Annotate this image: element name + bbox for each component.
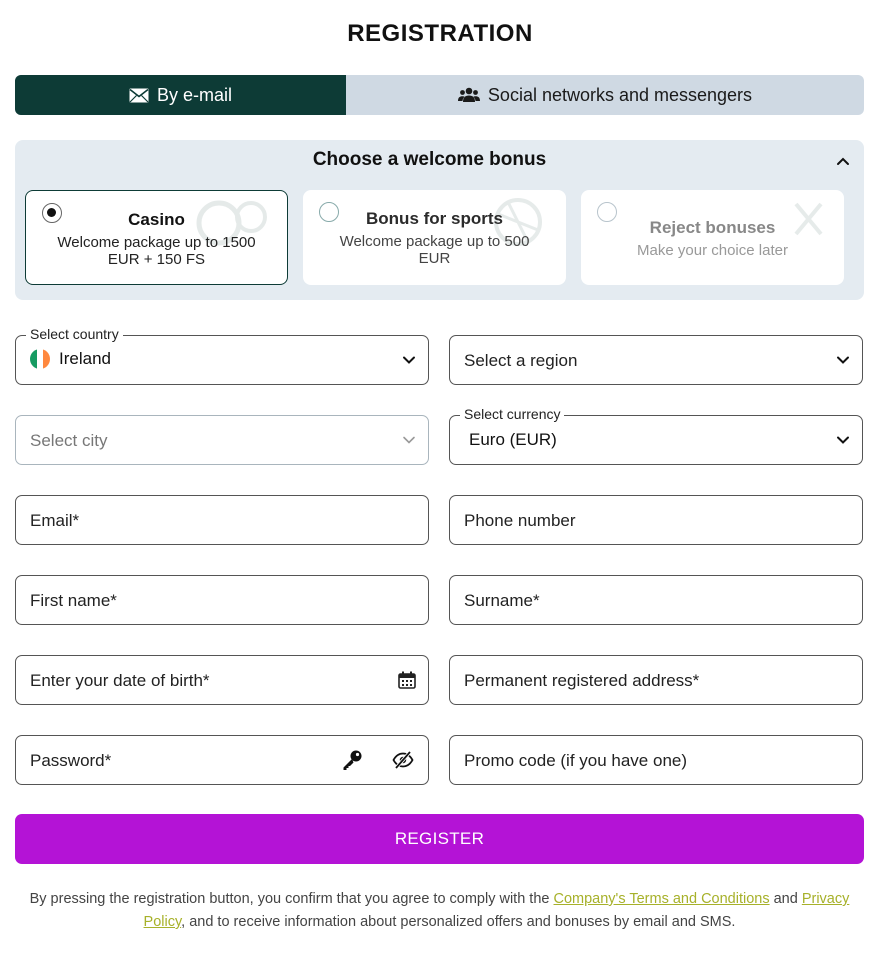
terms-link[interactable]: Company's Terms and Conditions [553, 891, 770, 907]
phone-placeholder: Phone number [464, 511, 576, 530]
casino-subtitle: Welcome package up to 1500 EUR + 150 FS [57, 234, 256, 268]
promo-code-field[interactable] [449, 735, 863, 785]
country-label: Select country [26, 326, 123, 342]
legal-text-2: and [769, 891, 802, 907]
reject-title: Reject bonuses [649, 218, 776, 237]
region-select[interactable] [449, 335, 863, 385]
email-field[interactable] [15, 495, 429, 545]
surname-field[interactable] [449, 575, 863, 625]
email-placeholder: Email* [30, 511, 80, 530]
password-placeholder: Password* [30, 751, 112, 770]
promo-placeholder: Promo code (if you have one) [464, 751, 688, 770]
password-field[interactable] [15, 735, 429, 785]
legal-text-1: By pressing the registration button, you confirm that you agree to comply with the [29, 891, 554, 907]
surname-placeholder: Surname* [464, 591, 540, 610]
registration-method-tabs [15, 75, 864, 115]
tab-social-label: Social networks and messengers [487, 84, 753, 105]
tab-social-networks[interactable] [346, 75, 864, 115]
chevron-down-icon [402, 433, 416, 447]
address-placeholder: Permanent registered address* [464, 671, 700, 690]
chevron-down-icon [402, 353, 416, 367]
chevron-down-icon [836, 353, 850, 367]
country-value: Ireland [59, 349, 111, 368]
reject-subtitle: Make your choice later [637, 242, 788, 259]
page-title: REGISTRATION [347, 20, 533, 47]
currency-label: Select currency [460, 406, 564, 422]
currency-select[interactable] [449, 406, 863, 465]
tab-by-email-label: By e-mail [156, 84, 232, 105]
ireland-flag-icon [30, 349, 50, 369]
legal-text-3: , and to receive information about personalized offers and bonuses by email and SMS. [181, 914, 736, 930]
bonus-panel-title: Choose a welcome bonus [312, 149, 547, 170]
users-icon [458, 87, 480, 103]
envelope-icon [129, 88, 149, 103]
dob-field[interactable] [15, 655, 429, 705]
sports-title: Bonus for sports [366, 209, 503, 228]
legal-notice [15, 888, 864, 934]
address-field[interactable] [449, 655, 863, 705]
welcome-bonus-panel [15, 140, 864, 300]
chevron-up-icon[interactable] [836, 154, 850, 168]
bonus-option-reject[interactable] [581, 190, 844, 285]
eye-slash-icon[interactable] [392, 750, 414, 770]
register-button[interactable]: REGISTER [15, 814, 864, 864]
dob-placeholder: Enter your date of birth* [30, 671, 210, 690]
first-name-field[interactable] [15, 575, 429, 625]
country-select[interactable] [15, 326, 429, 385]
chevron-down-icon [836, 433, 850, 447]
bonus-option-sports[interactable] [303, 190, 566, 285]
phone-field[interactable] [449, 495, 863, 545]
privacy-policy-link[interactable]: Privacy Policy [143, 891, 850, 930]
first-name-placeholder: First name* [30, 591, 117, 610]
sports-subtitle: Welcome package up to 500 EUR [339, 233, 530, 267]
key-icon[interactable] [341, 749, 363, 771]
city-placeholder: Select city [30, 431, 108, 450]
tab-by-email[interactable] [15, 75, 346, 115]
city-select[interactable] [15, 415, 429, 465]
casino-title: Casino [128, 210, 185, 229]
calendar-icon[interactable] [398, 671, 416, 689]
region-placeholder: Select a region [464, 351, 578, 370]
currency-value: Euro (EUR) [469, 430, 557, 449]
bonus-option-casino[interactable] [25, 190, 288, 285]
